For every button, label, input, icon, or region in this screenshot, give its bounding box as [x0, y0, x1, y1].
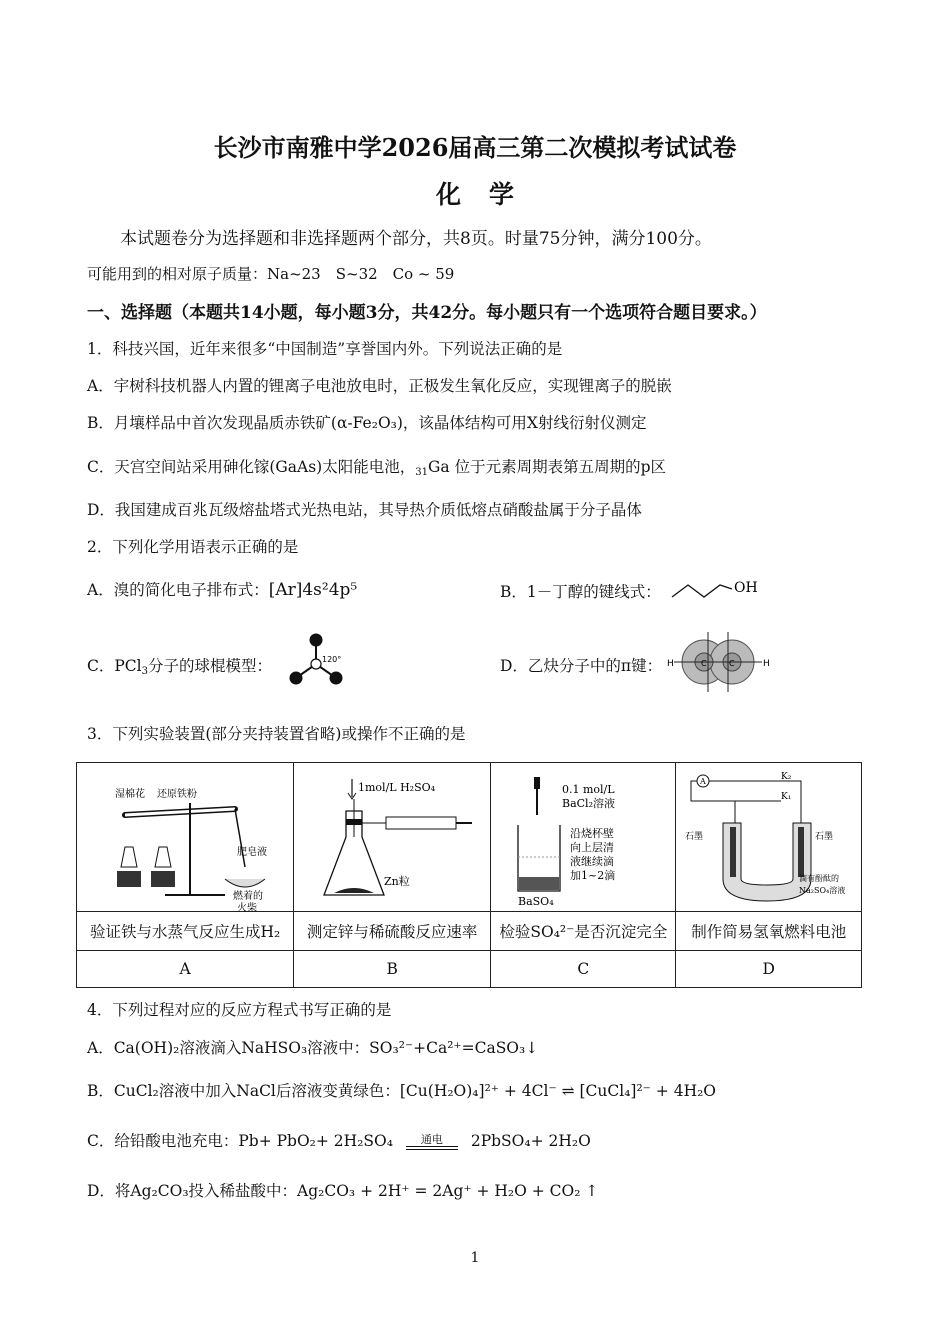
svg-text:K₁: K₁ — [781, 792, 792, 802]
fuel-cell-apparatus-icon — [681, 767, 856, 907]
apparatus-a-caption: 验证铁与水蒸气反应生成H₂ — [77, 912, 294, 951]
apparatus-a-image — [77, 763, 294, 912]
q4-option-c: C．给铅酸电池充电：Pb+ PbO₂+ 2H₂SO₄ 通电 2PbSO₄+ 2H₂O — [87, 1132, 591, 1150]
svg-text:H: H — [763, 659, 770, 669]
iron-steam-apparatus-icon — [85, 767, 285, 914]
exam-title: 长沙市南雅中学2026届高三第二次模拟考试试卷 — [213, 133, 737, 162]
page-number: 1 — [470, 1250, 480, 1266]
q3-stem: 3．下列实验装置(部分夹持装置省略)或操作不正确的是 — [87, 725, 466, 743]
svg-text:BaSO₄: BaSO₄ — [518, 895, 554, 908]
q1-option-d: D．我国建成百兆瓦级熔盐塔式光热电站，其导热介质低熔点硝酸盐属于分子晶体 — [87, 501, 642, 519]
svg-text:肥皂液: 肥皂液 — [237, 847, 268, 858]
apparatus-c-caption: 检验SO₄²⁻是否沉淀完全 — [491, 912, 676, 951]
svg-text:BaCl₂溶液: BaCl₂溶液 — [562, 797, 616, 810]
svg-text:1mol/L H₂SO₄: 1mol/L H₂SO₄ — [358, 781, 436, 794]
butanol-skeletal-icon — [668, 575, 758, 605]
subject-title: 化学 — [435, 180, 542, 209]
q1-option-b: B．月壤样品中首次发现晶质赤铁矿(α-Fe₂O₃)，该晶体结构可用X射线衍射仪测定 — [87, 414, 647, 432]
svg-text:燃着的: 燃着的 — [233, 891, 264, 902]
apparatus-a-letter: A — [77, 951, 294, 988]
svg-text:石墨: 石墨 — [685, 832, 704, 842]
q2-option-b: B．1－丁醇的键线式： — [500, 583, 661, 601]
apparatus-c-image — [491, 763, 676, 912]
apparatus-b-caption: 测定锌与稀硫酸反应速率 — [294, 912, 491, 951]
pcl3-angle-label: 120° — [322, 655, 342, 664]
svg-text:A: A — [700, 777, 707, 786]
svg-text:C: C — [701, 659, 707, 668]
atomic-masses: 可能用到的相对原子质量：Na~23 S~32 Co ~ 59 — [87, 265, 455, 283]
svg-text:沿烧杯壁: 沿烧杯壁 — [570, 827, 615, 840]
pcl3-ball-stick-icon — [284, 632, 350, 692]
q4-stem: 4．下列过程对应的反应方程式书写正确的是 — [87, 1001, 392, 1019]
apparatus-d-caption: 制作简易氢氧燃料电池 — [676, 912, 862, 951]
svg-text:液继续滴: 液继续滴 — [570, 855, 615, 868]
acetylene-pi-bond-icon — [664, 626, 774, 696]
q4-option-a: A．Ca(OH)₂溶液滴入NaHSO₃溶液中：SO₃²⁻+Ca²⁺=CaSO₃↓ — [87, 1039, 539, 1057]
svg-text:K₂: K₂ — [781, 772, 792, 782]
svg-text:湿棉花: 湿棉花 — [115, 789, 146, 800]
svg-text:C: C — [729, 659, 735, 668]
apparatus-table — [76, 762, 862, 988]
exam-intro: 本试题卷分为选择题和非选择题两个部分，共8页。时量75分钟，满分100分。 — [120, 229, 712, 249]
apparatus-d-letter: D — [676, 951, 862, 988]
svg-text:向上层清: 向上层清 — [570, 841, 615, 854]
butanol-oh-label: OH — [734, 580, 758, 596]
zinc-acid-rate-apparatus-icon — [302, 767, 482, 907]
q2-option-d: D．乙炔分子中的π键： — [500, 657, 663, 675]
svg-text:0.1 mol/L: 0.1 mol/L — [562, 783, 615, 796]
q4-option-d: D．将Ag₂CO₃投入稀盐酸中：Ag₂CO₃ + 2H⁺ = 2Ag⁺ + H₂O + CO₂ ↑ — [87, 1182, 599, 1200]
q2-option-a: A．溴的简化电子排布式：[Ar]4s²4p⁵ — [87, 580, 358, 600]
q2-stem: 2．下列化学用语表示正确的是 — [87, 538, 299, 556]
svg-text:Zn粒: Zn粒 — [384, 875, 410, 888]
sulfate-test-apparatus-icon — [498, 767, 668, 907]
q1-option-c: C．天宫空间站采用砷化镓(GaAs)太阳能电池，$_{31}$Ga 位于元素周期表第五周期的p区 — [87, 458, 667, 479]
apparatus-b-image — [294, 763, 491, 912]
section-heading: 一、选择题（本题共14小题，每小题3分，共42分。每小题只有一个选项符合题目要求。） — [87, 303, 767, 323]
svg-text:石墨: 石墨 — [815, 832, 834, 842]
svg-text:Na₂SO₄溶液: Na₂SO₄溶液 — [799, 886, 846, 895]
apparatus-b-letter: B — [294, 951, 491, 988]
svg-text:还原铁粉: 还原铁粉 — [157, 789, 198, 800]
q2-option-c: C．PCl$_3$分子的球棍模型： — [87, 657, 273, 678]
svg-text:火柴: 火柴 — [237, 903, 258, 914]
svg-text:H: H — [667, 659, 674, 669]
apparatus-c-letter: C — [491, 951, 676, 988]
svg-text:加1~2滴: 加1~2滴 — [570, 869, 616, 882]
q1-option-a: A．宇树科技机器人内置的锂离子电池放电时，正极发生氧化反应，实现锂离子的脱嵌 — [87, 377, 672, 395]
svg-text:滴有酚酞的: 滴有酚酞的 — [799, 874, 840, 883]
q4-option-b: B．CuCl₂溶液中加入NaCl后溶液变黄绿色：[Cu(H₂O)₄]²⁺ + 4Cl⁻ ⇌ [CuCl₄]²⁻ + 4H₂O — [87, 1082, 717, 1100]
q1-stem: 1．科技兴国，近年来很多“中国制造”享誉国内外。下列说法正确的是 — [87, 340, 563, 358]
apparatus-d-image — [676, 763, 862, 912]
